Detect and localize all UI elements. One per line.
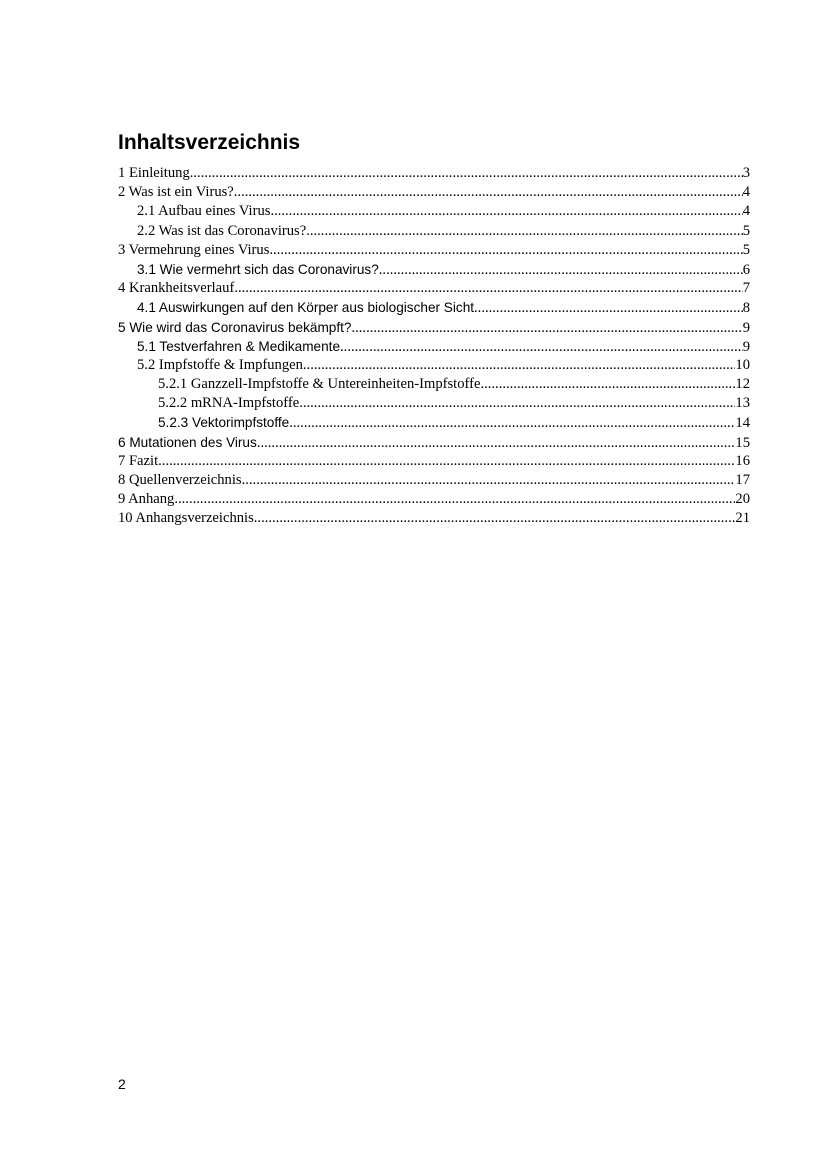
toc-entry[interactable] [118, 241, 750, 260]
toc-entry-page-number: 4 [742, 184, 750, 201]
toc-entry[interactable] [118, 413, 750, 432]
toc-entry-page-number: 21 [735, 510, 750, 527]
toc-dot-leader [269, 241, 742, 260]
toc-dot-leader [158, 452, 735, 471]
toc-dot-leader [234, 183, 743, 202]
toc-entry-page-number: 9 [742, 338, 750, 355]
toc-entry[interactable] [118, 509, 750, 528]
toc-entry-page-number: 20 [735, 491, 750, 508]
toc-entry[interactable] [118, 279, 750, 298]
toc-entry[interactable] [118, 452, 750, 471]
toc-entry-label: 4 Krankheitsverlauf [118, 280, 235, 297]
toc-entry-label: 4.1 Auswirkungen auf den Körper aus biologischer Sicht [137, 300, 475, 316]
toc-dot-leader [299, 394, 735, 413]
toc-entry[interactable] [118, 490, 750, 509]
toc-dot-leader [254, 509, 736, 528]
table-of-contents [118, 164, 750, 529]
page-number: 2 [118, 1076, 126, 1092]
toc-dot-leader [303, 356, 736, 375]
toc-entry-page-number: 8 [742, 300, 750, 317]
toc-entry-page-number: 6 [742, 261, 750, 278]
toc-entry[interactable] [118, 318, 750, 337]
toc-entry-page-number: 12 [735, 376, 750, 393]
toc-entry-page-number: 3 [742, 165, 750, 181]
toc-entry[interactable] [118, 202, 750, 221]
toc-entry-label: 5.1 Testverfahren & Medikamente [137, 338, 341, 354]
toc-dot-leader [174, 490, 735, 509]
toc-entry-page-number: 4 [742, 203, 750, 220]
toc-entry-label: 10 Anhangsverzeichnis [118, 510, 254, 527]
toc-entry-page-number: 7 [742, 280, 750, 297]
toc-entry-page-number: 17 [735, 472, 750, 488]
toc-entry-page-number: 5 [742, 222, 750, 239]
toc-entry[interactable] [118, 298, 750, 317]
toc-entry[interactable] [118, 433, 750, 452]
toc-entry-label: 1 Einleitung [118, 165, 190, 181]
toc-dot-leader [379, 261, 743, 280]
toc-entry[interactable] [118, 394, 750, 413]
toc-entry-label: 5.2 Impfstoffe & Impfungen [137, 356, 303, 373]
toc-entry[interactable] [118, 164, 750, 183]
toc-entry[interactable] [118, 183, 750, 202]
toc-entry-page-number: 9 [742, 319, 750, 336]
toc-entry-label: 8 Quellenverzeichnis [118, 472, 242, 488]
toc-entry-page-number: 16 [735, 452, 750, 469]
toc-entry-page-number: 14 [735, 415, 750, 432]
toc-entry-label: 2.2 Was ist das Coronavirus? [137, 222, 307, 239]
toc-entry-label: 2.1 Aufbau eines Virus [137, 203, 271, 220]
toc-entry-label: 5 Wie wird das Coronavirus bekämpft? [118, 319, 352, 335]
toc-entry[interactable] [118, 260, 750, 279]
toc-entry[interactable] [118, 356, 750, 375]
toc-entry-label: 5.2.1 Ganzzell-Impfstoffe & Untereinheiten-Impfstoffe [158, 376, 481, 393]
toc-dot-leader [234, 279, 742, 298]
toc-dot-leader [306, 222, 743, 241]
toc-entry[interactable] [118, 471, 750, 490]
toc-entry[interactable] [118, 222, 750, 241]
toc-dot-leader [190, 164, 743, 183]
toc-entry[interactable] [118, 375, 750, 394]
toc-entry-label: 6 Mutationen des Virus [118, 434, 257, 450]
toc-entry-page-number: 15 [735, 434, 750, 451]
toc-dot-leader [289, 414, 735, 433]
toc-dot-leader [351, 319, 742, 338]
toc-entry[interactable] [118, 337, 750, 356]
toc-dot-leader [257, 434, 736, 453]
toc-entry-page-number: 5 [742, 241, 750, 258]
toc-dot-leader [270, 202, 742, 221]
toc-entry-label: 9 Anhang [118, 491, 175, 508]
toc-entry-label: 3 Vermehrung eines Virus [118, 241, 270, 258]
toc-dot-leader [474, 299, 743, 318]
toc-entry-page-number: 10 [735, 356, 750, 373]
toc-entry-label: 2 Was ist ein Virus? [118, 184, 234, 201]
page-title: Inhaltsverzeichnis [118, 131, 301, 154]
toc-entry-label: 7 Fazit [118, 452, 159, 469]
toc-entry-label: 5.2.2 mRNA-Impfstoffe [158, 395, 300, 412]
toc-dot-leader [340, 338, 743, 357]
toc-entry-label: 3.1 Wie vermehrt sich das Coronavirus? [137, 261, 379, 277]
toc-dot-leader [480, 375, 735, 394]
toc-entry-page-number: 13 [735, 395, 750, 412]
toc-entry-label: 5.2.3 Vektorimpfstoffe [158, 415, 290, 431]
toc-dot-leader [242, 471, 736, 490]
